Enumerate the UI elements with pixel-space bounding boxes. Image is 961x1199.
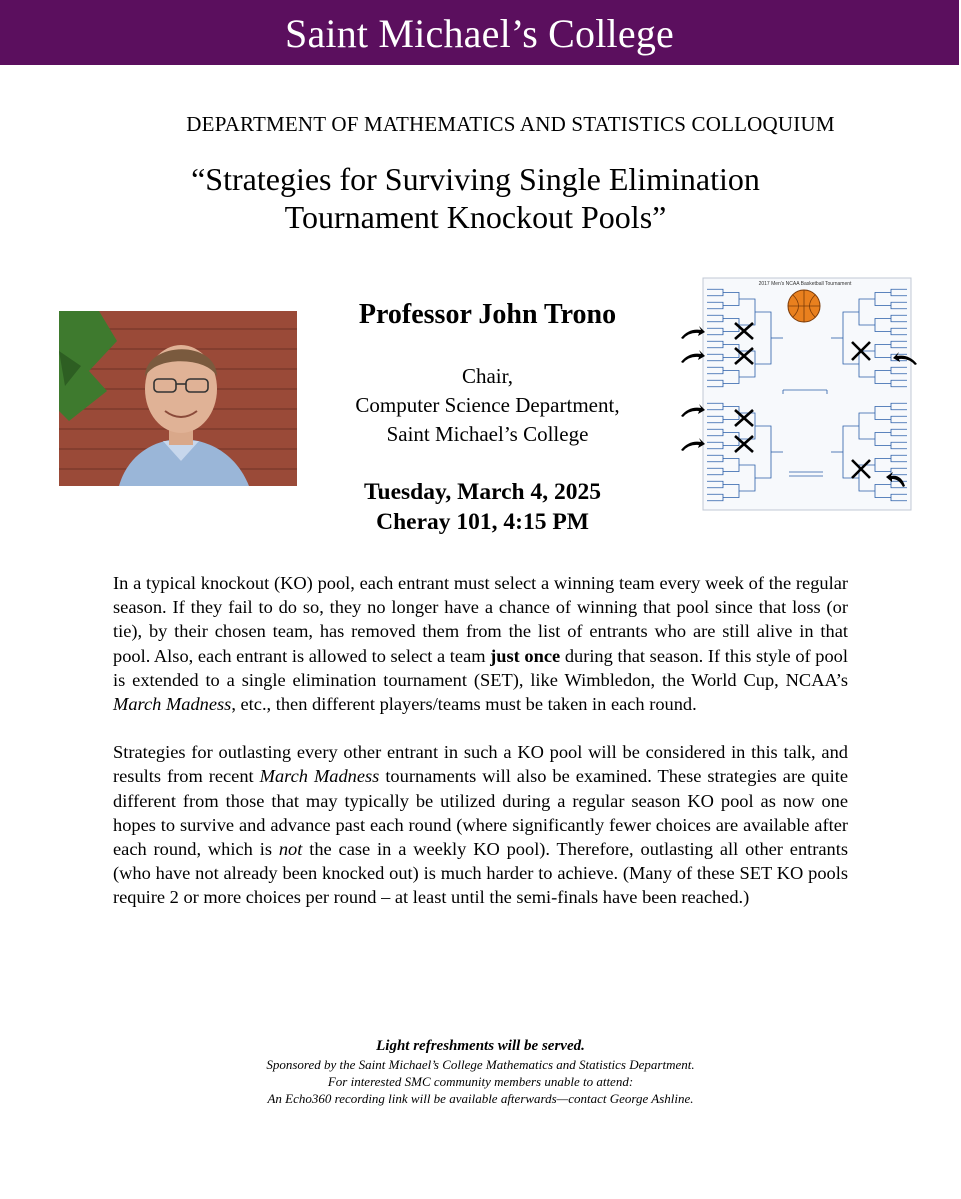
speaker-photo — [59, 311, 297, 486]
colloquium-series: DEPARTMENT OF MATHEMATICS AND STATISTICS COLLOQUIUM — [186, 112, 835, 136]
talk-title — [0, 160, 961, 236]
college-banner — [0, 0, 959, 65]
speaker-department: Computer Science Department, — [355, 393, 620, 417]
recording-note: An Echo360 recording link will be available afterwards—contact George Ashline. — [267, 1091, 694, 1106]
talk-title-line2: Tournament Knockout Pools” — [284, 199, 667, 235]
abstract-p1-text-e: , etc., then different players/teams must be taken in each round. — [231, 694, 697, 715]
abstract-p2-italic: March Madness — [259, 766, 380, 787]
abstract-paragraph-1 — [113, 571, 848, 716]
abstract-p2-italic-not: not — [278, 839, 303, 860]
abstract-p1-text-c: during that season. If this style of pool is extended to a single elimination tournament (SET), like Wimbledon, the World Cup, NCAA’s — [113, 645, 848, 690]
institution-name: Saint Michael’s College — [285, 11, 674, 56]
speaker-name: Professor John Trono — [358, 299, 617, 330]
event-date: Tuesday, March 4, 2025 — [364, 479, 601, 505]
event-schedule — [300, 477, 665, 537]
speaker-college: Saint Michael’s College — [386, 422, 589, 446]
talk-abstract — [113, 571, 848, 934]
bracket-heading: 2017 Men's NCAA Basketball Tournament — [758, 281, 852, 287]
speaker-role: Chair, — [461, 364, 514, 388]
sponsor-note: Sponsored by the Saint Michael’s College Mathematics and Statistics Department. — [266, 1057, 695, 1072]
abstract-p1-italic: March Madness — [113, 694, 232, 715]
refreshments-note: Light refreshments will be served. — [376, 1038, 585, 1054]
speaker-affiliation — [300, 362, 675, 449]
attendance-note: For interested SMC community members unable to attend: — [327, 1074, 634, 1089]
abstract-p1-text-a: In a typical knockout (KO) pool, each entrant must select a winning team every week of the regular season. If they fail to do so, they no longer have a chance of winning that pool since that loss (or tie), by their chosen team, has removed them from the list of entrants who are still alive in that pool. Also, each entrant is allowed to select a team — [113, 573, 848, 666]
abstract-p1-emphasis: just once — [490, 645, 561, 666]
event-location-time: Cheray 101, 4:15 PM — [376, 509, 589, 535]
abstract-p2-text-a: Strategies for outlasting every other entrant in such a KO pool will be considered in this talk, and results from recent — [113, 742, 848, 787]
abstract-p2-text-c: tournaments will also be examined. These strategies are quite different from those that may typically be utilized during a regular season KO pool as now one hopes to survive and advance past each round (where significantly fewer choices are available after each round, which is — [113, 766, 849, 860]
flyer-footer — [0, 1036, 961, 1107]
talk-title-line1: “Strategies for Surviving Single Elimination — [191, 161, 760, 197]
tournament-bracket-image — [677, 276, 920, 512]
bracket-graphic — [677, 276, 920, 512]
abstract-paragraph-2 — [113, 740, 848, 909]
abstract-p2-text-e: the case in a weekly KO pool). Therefore, outlasting all other entrants (who have not already been knocked out) is much harder to achieve. (Many of these SET KO pools require 2 or more choices per round – at least until the semi-finals have been reached.) — [113, 839, 848, 908]
